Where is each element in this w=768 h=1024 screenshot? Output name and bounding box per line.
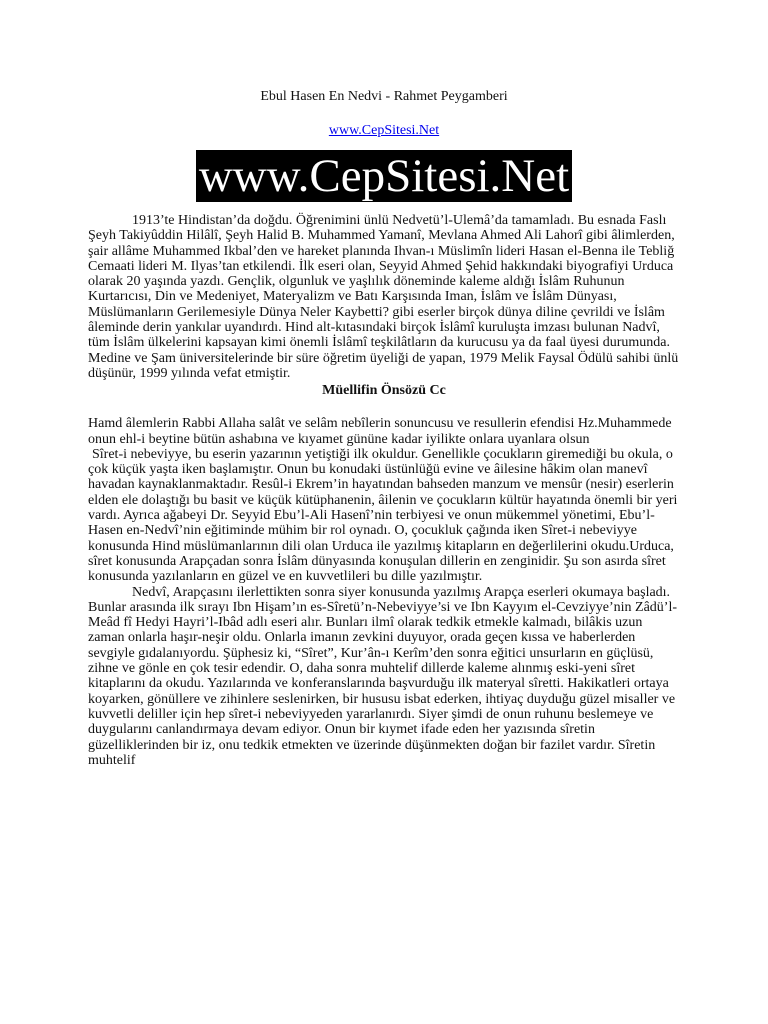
siret-paragraph: Sîret-i nebeviyye, bu eserin yazarının yetiştiği ilk okuldur. Genellikle çocukların giremediği bu okula, o çok küçük yaşta iken başlamıştır. Onun bu konudaki üstünlüğü evine ve âilesine hâkim olan manevî havadan kaynaklanmaktadır. Resûl-i Ekrem’in hayatından bahseden manzum ve mensûr (nesir) eserlerin elden ele dolaştığı bu basit ve küçük kütüphanenin, âilenin ve çocukların kültür hayatında önemli bir yeri vardı. Ayrıca ağabeyi Dr. Seyyid Ebu’l-Ali Hasenî’nin terbiyesi ve onun mükemmel yönetimi, Ebu’l-Hasen en-Nedvî’nin eğitiminde mühim bir rol oynadı. O, çocukluk çağında iken Sîret-i nebeviyye konusunda Hind müslümanlarının dili olan Urduca ile yazılmış kitapların en değerlilerini okudu.Urduca, sîret konusunda Arapçadan sonra İslâm dünyasında konuşulan dillerin en zenginidir. Şu son asırda sîret konusunda yazılanların en güzel ve en kuvvetlileri bu dille yazılmıştır. (88, 446, 678, 585)
hamd-paragraph: Hamd âlemlerin Rabbi Allaha salât ve selâm nebîlerin sonuncusu ve resullerin efendisi Hz.Muhammede onun ehl-i beytine bütün ashabına ve kıyamet gününe kadar iyilikte onlara uyanlara olsun (88, 416, 672, 447)
nedvi-paragraph: Nedvî, Arapçasını ilerlettikten sonra siyer konusunda yazılmış Arapça eserleri okumaya başladı. Bunlar arasında ilk sırayı Ibn Hişam’ın es-Sîretü’n-Nebeviyye’si ve Ibn Kayyım el-Cevziyye’nin Zâdü’l-Meâd fî Hedyi Hayri’l-Ibâd adlı eseri alır. Bunları ilmî olarak tedkik etmekle kalmadı, bilâkis uzun zaman onlarla haşır-neşir oldu. Onlarla imanın zevkini duyuyor, orada geçen kıssa ve haberlerden sevgiyle gıdalanıyordu. Şüphesiz ki, “Sîret”, Kur’ân-ı Kerîm’den sonra eğitici unsurların en güçlüsü, zihne ve gönle en çok tesir edendir. O, daha sonra muhtelif dillerde kaleme alınmış eski-yeni sîret kitaplarını da okudu. Yazılarında ve konferanslarında başvurduğu ilk materyal sîretti. Hakikatleri ortaya koyarken, gönüllere ve zihinlere seslenirken, bir hususu isbat ederken, ihtiyaç duyduğu güzel misaller ve kuvvetli deliller için hep sîret-i nebeviyyeden yararlanırdı. Siyer şimdi de onun ruhunu beslemeye ve duygularını canlandırmaya devam ediyor. Onun bir kıymet ifade eden her yazısında sîretin güzelliklerinden bir iz, onu tedkik etmekten ve üzerinde düşünmekten doğan bir fazilet vardır. Sîretin muhtelif (88, 584, 677, 768)
website-link[interactable]: www.CepSitesi.Net (328, 123, 440, 138)
document-title: Ebul Hasen En Nedvi - Rahmet Peygamberi (260, 89, 508, 104)
document-page (88, 88, 680, 768)
biography-paragraph: 1913’te Hindistan’da doğdu. Öğrenimini ünlü Nedvetü’l-Ulemâ’da tamamladı. Bu esnada Faslı Şeyh Takiyûddin Hilâlî, Şeyh Halid B. Muhammed Yamanî, Mevlana Ahmed Ali Lahorî gibi âlimlerden, şair allâme Muhammed Ikbal’den ve hareket planında Ihvan-ı Müslimîn lideri Hasan el-Benna ile Tebliğ Cemaati lideri M. Ilyas’tan etkilendi. İlk eseri olan, Seyyid Ahmed Şehid hakkındaki biyografiyi Urduca olarak 20 yaşında yazdı. Gençlik, olgunluk ve yaşlılık döneminde kaleme aldığı İslâm Ruhunun Kurtarıcısı, Din ve Medeniyet, Materyalizm ve Batı Karşısında Iman, İslâm ve İslâm Dünyası, Müslümanların Gerilemesiyle Dünya Neler Kaybetti? gibi eserler birçok dünya diline çevrildi ve İslâm âleminde derin yankılar uyandırdı. Hind alt-kıtasındaki birçok İslâmî kuruluşta imzası bulunan Nadvî, tüm İslâm ülkelerini kapsayan kimi önemli İslâmî teşkilâtların da kurucusu ya da faal üyesi durumunda. Medine ve Şam üniversitelerinde bir süre öğretim üyeliği de yapan, 1979 Melik Faysal Ödülü sahibi ünlü düşünür, 1999 yılında vefat etmiştir. (88, 213, 679, 381)
banner-container (88, 150, 680, 202)
section-heading: Müellifin Önsözü Cc (322, 383, 446, 399)
website-banner: www.CepSitesi.Net (196, 150, 572, 202)
